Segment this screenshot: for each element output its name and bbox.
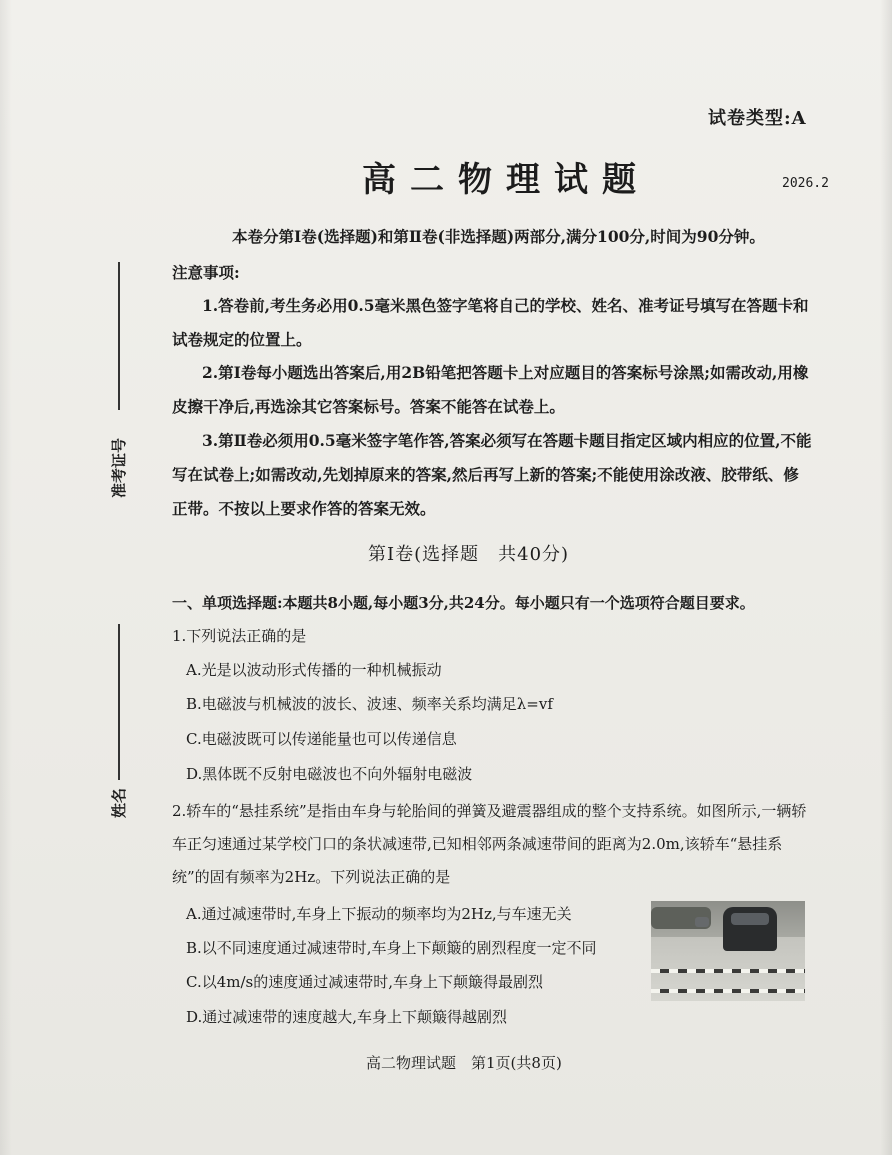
exam-number-line <box>118 262 120 410</box>
page-title: 高二物理试题 <box>362 160 650 200</box>
page-shadow-left <box>0 0 12 1155</box>
question-option: A.光是以波动形式传播的一种机械振动 <box>186 661 442 679</box>
exam-number-label: 准考证号 <box>110 437 128 498</box>
exam-intro: 本卷分第Ⅰ卷(选择题)和第Ⅱ卷(非选择题)两部分,满分100分,时间为90分钟。 <box>232 227 765 246</box>
notes-heading: 注意事项: <box>172 263 240 282</box>
question-option: C.以4m/s的速度通过减速带时,车身上下颠簸得最剧烈 <box>186 973 543 991</box>
page-footer: 高二物理试题 第1页(共8页) <box>366 1054 562 1072</box>
name-label: 姓名 <box>110 787 128 818</box>
question-option: B.电磁波与机械波的波长、波速、频率关系均满足λ=vf <box>186 695 553 713</box>
question-stem: 1.下列说法正确的是 <box>172 627 307 645</box>
note-item: 2.第Ⅰ卷每小题选出答案后,用2B铅笔把答题卡上对应题目的答案标号涂黑;如需改动,用橡皮擦干净后,再选涂其它答案标号。答案不能答在试卷上。 <box>172 363 809 416</box>
name-line <box>118 624 120 780</box>
question-stem: 2.轿车的“悬挂系统”是指由车身与轮胎间的弹簧及避震器组成的整个支持系统。如图所示,一辆轿车正匀速通过某学校门口的条状减速带,已知相邻两条减速带间的距离为2.0m,该轿车“悬挂系统”的固有频率为2Hz。下列说法正确的是 <box>172 802 807 886</box>
page-shadow-right <box>880 0 892 1155</box>
section-title: 第Ⅰ卷(选择题 共40分) <box>368 544 570 565</box>
question-option: C.电磁波既可以传递能量也可以传递信息 <box>186 730 457 748</box>
speed-bump-car-photo <box>651 901 805 1001</box>
part-heading: 一、单项选择题:本题共8小题,每小题3分,共24分。每小题只有一个选项符合题目要求。 <box>172 594 755 612</box>
question-option: B.以不同速度通过减速带时,车身上下颠簸的剧烈程度一定不同 <box>186 939 597 957</box>
note-item: 3.第Ⅱ卷必须用0.5毫米签字笔作答,答案必须写在答题卡题目指定区域内相应的位置,不能写在试卷上;如需改动,先划掉原来的答案,然后再写上新的答案;不能使用涂改液、胶带纸、修正带。不按以上要求作答的答案无效。 <box>172 431 812 518</box>
question-option: D.通过减速带的速度越大,车身上下颠簸得越剧烈 <box>186 1008 508 1026</box>
exam-date: 2026.2 <box>782 176 829 191</box>
note-item: 1.答卷前,考生务必用0.5毫米黑色签字笔将自己的学校、姓名、准考证号填写在答题卡和试卷规定的位置上。 <box>172 296 809 349</box>
question-option: A.通过减速带时,车身上下振动的频率均为2Hz,与车速无关 <box>186 905 572 923</box>
paper-type: 试卷类型:A <box>708 108 807 129</box>
question-option: D.黑体既不反射电磁波也不向外辐射电磁波 <box>186 765 473 783</box>
